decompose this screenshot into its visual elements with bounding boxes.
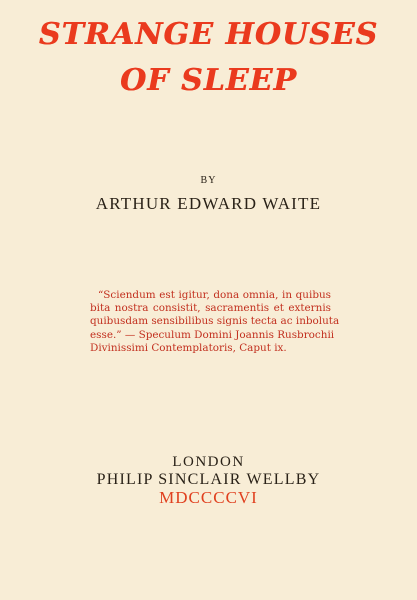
author-name: ARTHUR EDWARD WAITE bbox=[95, 194, 322, 213]
epigraph-line: quibusdam sensibilibus signis tecta ac inboluta bbox=[90, 315, 340, 328]
title-line-2: OF SLEEP bbox=[120, 63, 297, 98]
imprint-year: MDCCCCVI bbox=[159, 488, 258, 507]
imprint-place: LONDON bbox=[172, 454, 245, 470]
title-line-1: STRANGE HOUSES bbox=[38, 17, 379, 52]
epigraph-line: esse.” — Speculum Domini Joannis Rusbrochii bbox=[90, 328, 335, 341]
imprint-publisher: PHILIP SINCLAIR WELLBY bbox=[96, 471, 321, 488]
by-label: BY bbox=[200, 175, 217, 186]
epigraph-line: Divinissimi Contemplatoris, Caput ix. bbox=[90, 341, 287, 354]
epigraph bbox=[90, 289, 340, 355]
epigraph-line: bita nostra consistit, sacramentis et externis bbox=[90, 302, 331, 315]
epigraph-line: “Sciendum est igitur, dona omnia, in quibus bbox=[98, 289, 331, 301]
